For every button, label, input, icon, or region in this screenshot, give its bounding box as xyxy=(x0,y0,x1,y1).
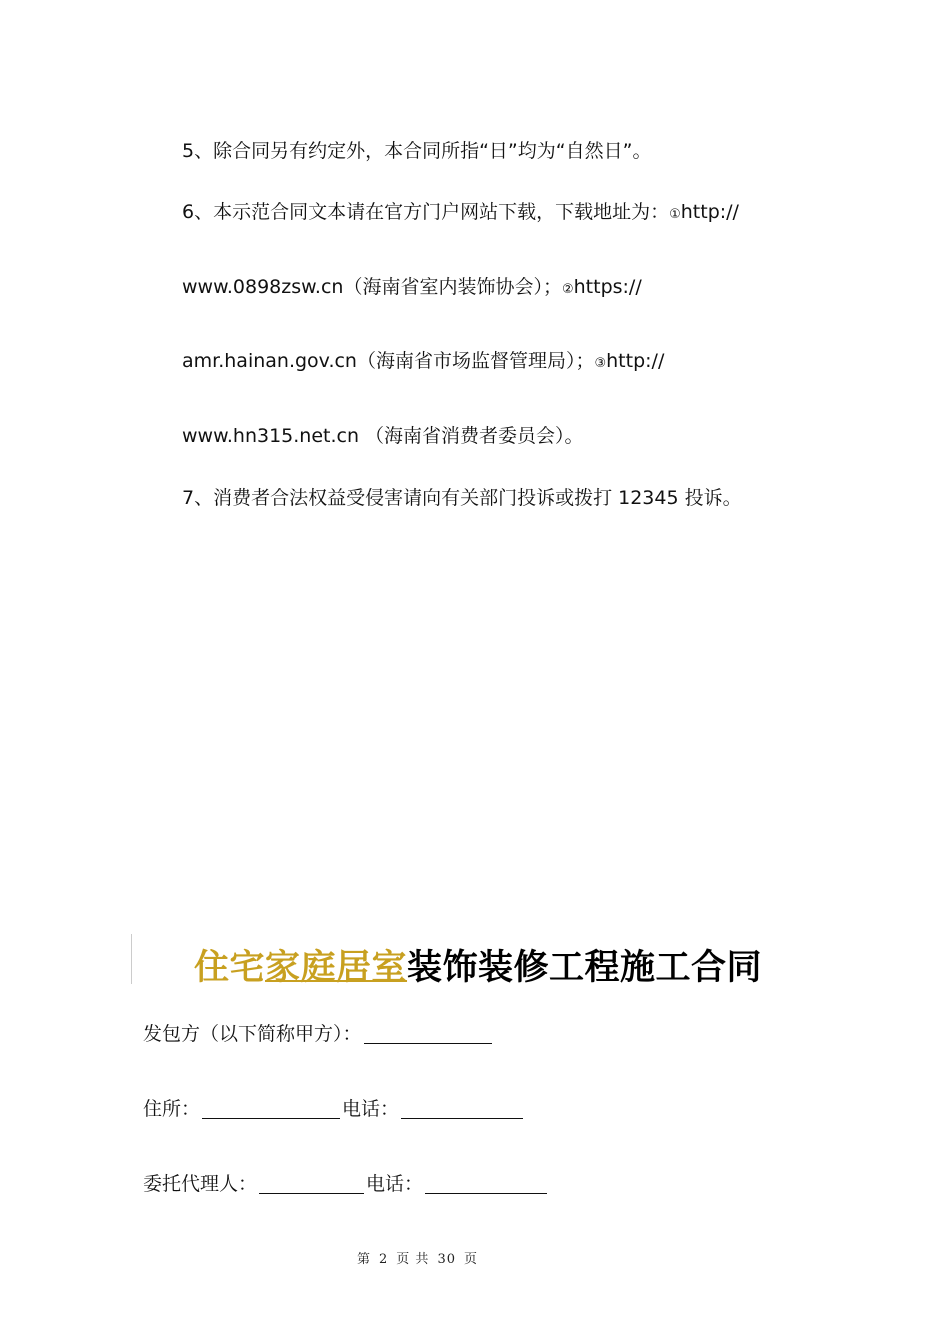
party-a-label: 发包方（以下简称甲方）： xyxy=(143,1023,362,1045)
page-total: 30 xyxy=(437,1252,456,1267)
page-mid: 页 共 xyxy=(396,1252,430,1267)
agent-row xyxy=(143,1175,549,1194)
url-prefix: http:// xyxy=(680,201,739,223)
title-part-3: 装饰装修工程施工合同 xyxy=(407,948,763,988)
party-a-row xyxy=(143,1025,494,1044)
note-item-6-text: 6、本示范合同文本请在官方门户网站下载，下载地址为： xyxy=(182,201,670,223)
address-label: 住所： xyxy=(143,1098,201,1120)
note-item-5: 5、除合同另有约定外，本合同所指“日”均为“自然日”。 xyxy=(182,140,652,162)
agent-phone-label: 电话： xyxy=(366,1173,424,1195)
party-a-blank[interactable] xyxy=(364,1025,492,1044)
page-suffix: 页 xyxy=(463,1252,478,1267)
note-item-6-line-4: www.hn315.net.cn （海南省消费者委员会）。 xyxy=(182,425,584,447)
page-prefix: 第 xyxy=(357,1252,372,1267)
circled-one-marker: ① xyxy=(669,207,681,222)
url-amr: amr.hainan.gov.cn（海南省市场监督管理局）； xyxy=(182,350,595,372)
note-item-6-line-1 xyxy=(182,203,739,222)
page-footer xyxy=(0,1248,835,1267)
url-prefix: http:// xyxy=(606,350,665,372)
page-current: 2 xyxy=(379,1252,389,1267)
url-prefix: https:// xyxy=(573,276,642,298)
address-row xyxy=(143,1100,525,1119)
address-blank[interactable] xyxy=(202,1100,340,1119)
margin-divider xyxy=(131,934,132,984)
agent-label: 委托代理人： xyxy=(143,1173,258,1195)
note-item-7: 7、消费者合法权益受侵害请向有关部门投诉或拨打 12345 投诉。 xyxy=(182,487,742,509)
phone-label: 电话： xyxy=(342,1098,400,1120)
note-item-6-line-3 xyxy=(182,352,664,371)
title-part-1: 住宅 xyxy=(194,948,266,988)
circled-two-marker: ② xyxy=(561,282,574,297)
title-part-2: 家庭居室 xyxy=(265,948,408,988)
circled-three-marker: ③ xyxy=(594,356,607,371)
phone-blank[interactable] xyxy=(401,1100,523,1119)
agent-phone-blank[interactable] xyxy=(425,1175,547,1194)
contract-title xyxy=(194,940,762,990)
agent-blank[interactable] xyxy=(259,1175,364,1194)
url-zsw: www.0898zsw.cn（海南省室内装饰协会）； xyxy=(182,276,562,298)
note-item-6-line-2 xyxy=(182,278,642,297)
